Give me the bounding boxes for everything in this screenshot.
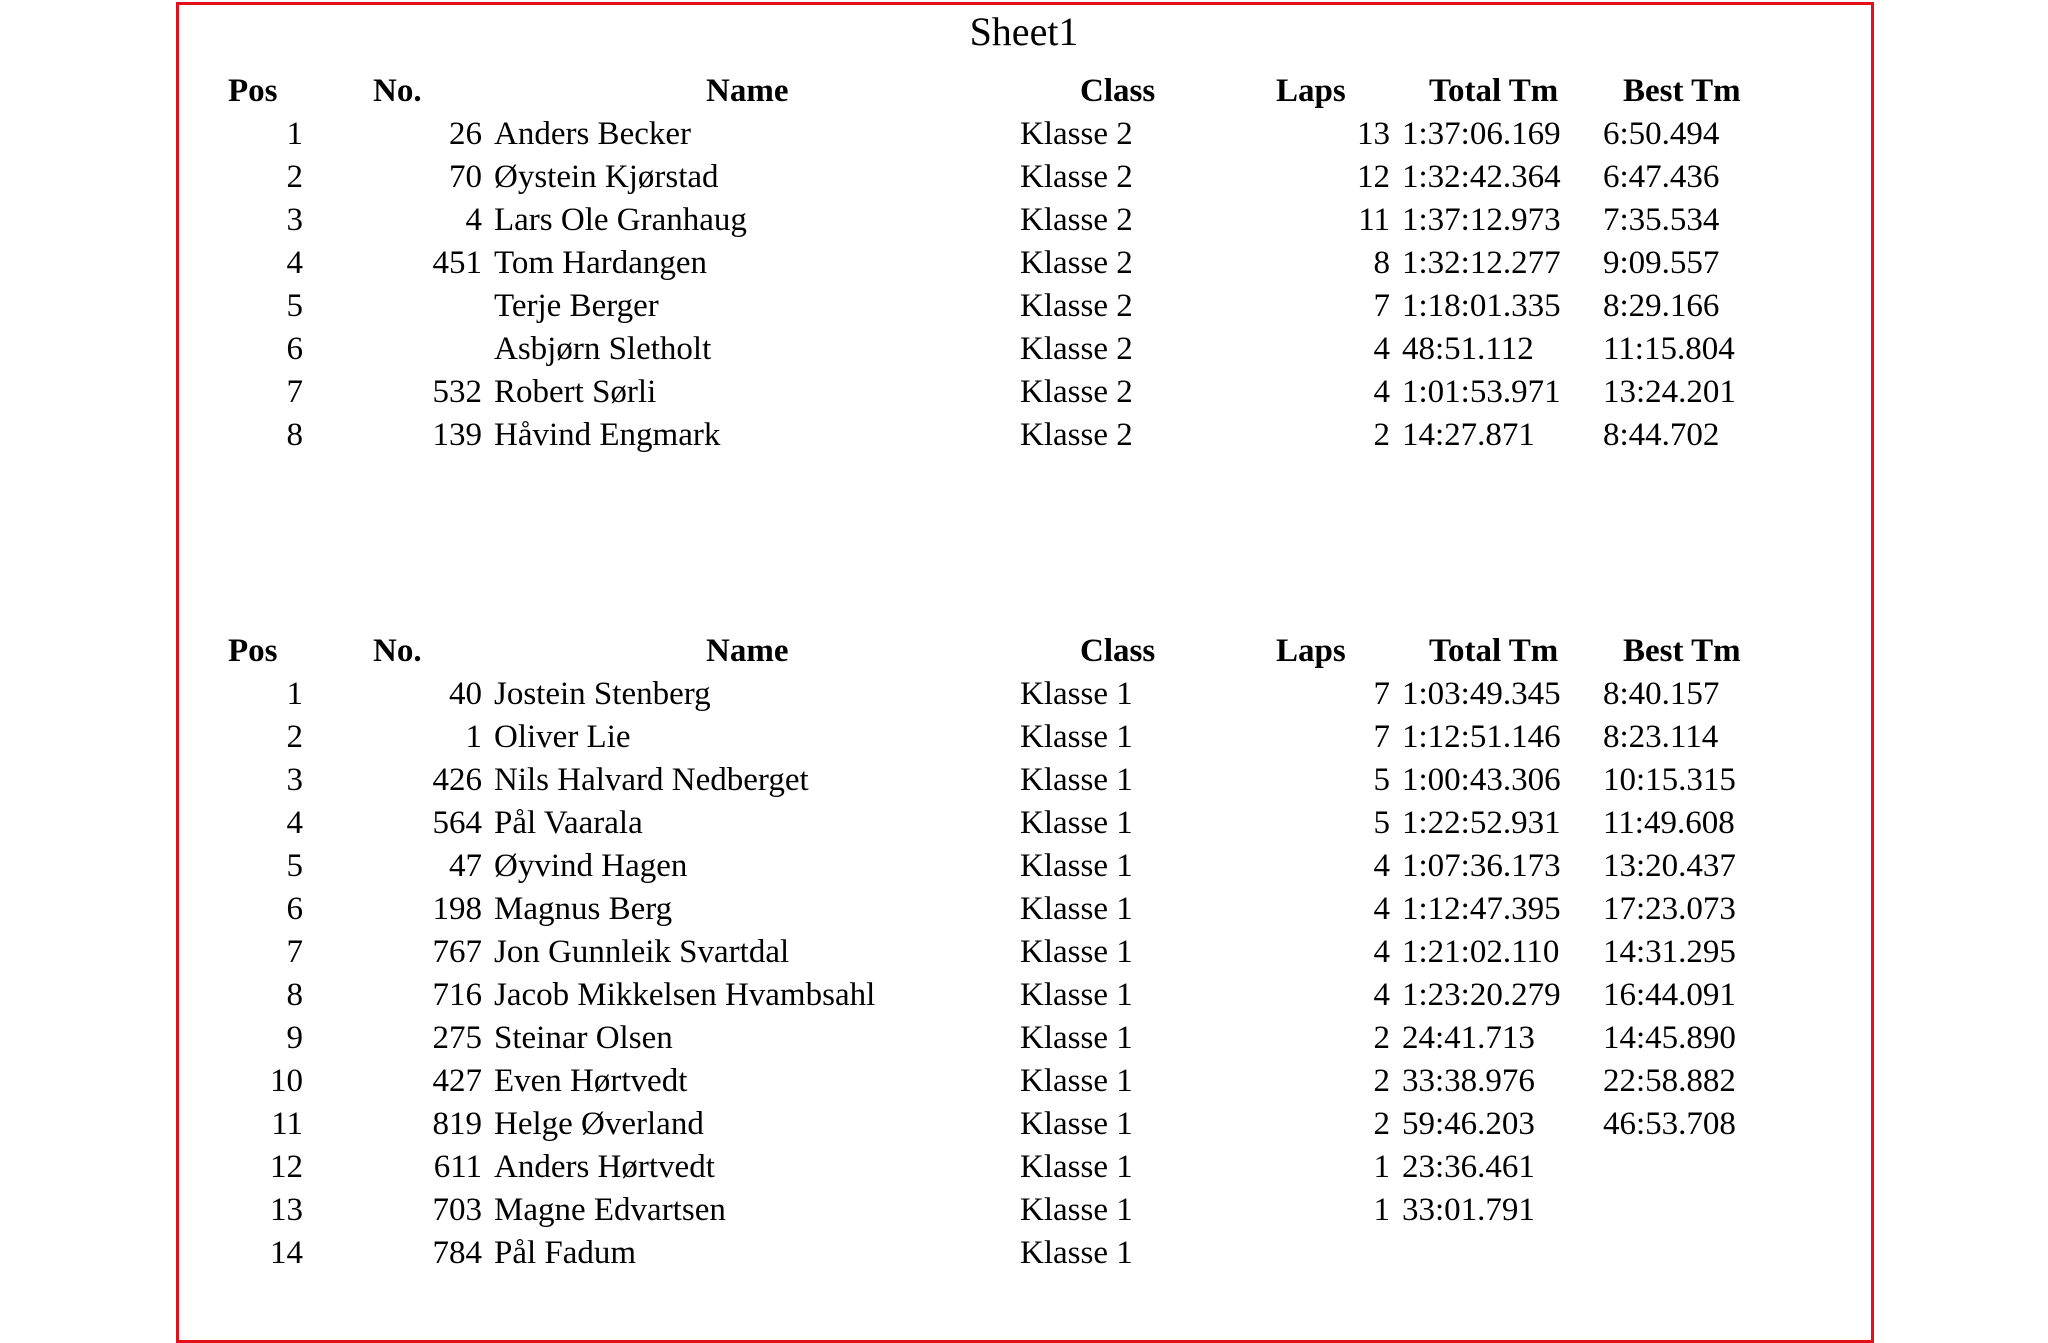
table-header-row (0, 630, 2048, 673)
cell-no: 4 (465, 202, 482, 238)
header-laps: Laps (1276, 73, 1346, 109)
cell-no: 426 (432, 762, 482, 798)
table-row (0, 931, 2048, 974)
table-row (0, 1232, 2048, 1275)
cell-pos: 11 (271, 1106, 303, 1142)
cell-class: Klasse 1 (1020, 891, 1133, 927)
header-pos: Pos (228, 73, 278, 109)
cell-no: 26 (449, 116, 482, 152)
cell-best-tm: 6:50.494 (1603, 116, 1720, 152)
cell-laps: 2 (1373, 1020, 1390, 1056)
cell-no: 564 (432, 805, 482, 841)
cell-name: Asbjørn Sletholt (494, 331, 712, 367)
table-row (0, 673, 2048, 716)
cell-laps: 1 (1373, 1149, 1390, 1185)
cell-total-tm: 1:23:20.279 (1402, 977, 1561, 1013)
cell-name: Magne Edvartsen (494, 1192, 726, 1228)
cell-class: Klasse 2 (1020, 331, 1133, 367)
cell-no: 784 (432, 1235, 482, 1271)
cell-no: 819 (432, 1106, 482, 1142)
table-row (0, 371, 2048, 414)
header-name: Name (706, 633, 789, 669)
cell-total-tm: 1:22:52.931 (1402, 805, 1561, 841)
cell-best-tm: 11:15.804 (1603, 331, 1735, 367)
cell-total-tm: 1:07:36.173 (1402, 848, 1561, 884)
cell-best-tm: 14:31.295 (1603, 934, 1736, 970)
cell-name: Oliver Lie (494, 719, 631, 755)
cell-no: 70 (449, 159, 482, 195)
cell-pos: 3 (286, 762, 303, 798)
cell-class: Klasse 1 (1020, 1020, 1133, 1056)
cell-class: Klasse 1 (1020, 977, 1133, 1013)
cell-pos: 5 (286, 288, 303, 324)
cell-class: Klasse 1 (1020, 676, 1133, 712)
cell-class: Klasse 1 (1020, 1106, 1133, 1142)
header-best-tm: Best Tm (1623, 73, 1741, 109)
cell-name: Øystein Kjørstad (494, 159, 719, 195)
cell-no: 716 (432, 977, 482, 1013)
header-name: Name (706, 73, 789, 109)
cell-pos: 7 (286, 934, 303, 970)
cell-no: 427 (432, 1063, 482, 1099)
cell-pos: 4 (286, 805, 303, 841)
cell-total-tm: 1:21:02.110 (1402, 934, 1560, 970)
cell-pos: 8 (286, 417, 303, 453)
cell-class: Klasse 2 (1020, 417, 1133, 453)
cell-class: Klasse 2 (1020, 374, 1133, 410)
cell-no: 275 (432, 1020, 482, 1056)
cell-best-tm: 16:44.091 (1603, 977, 1736, 1013)
cell-pos: 8 (286, 977, 303, 1013)
cell-name: Steinar Olsen (494, 1020, 673, 1056)
cell-pos: 10 (270, 1063, 303, 1099)
cell-best-tm: 46:53.708 (1603, 1106, 1736, 1142)
cell-pos: 1 (286, 116, 303, 152)
cell-name: Pål Vaarala (494, 805, 643, 841)
cell-best-tm: 17:23.073 (1603, 891, 1736, 927)
cell-pos: 2 (286, 159, 303, 195)
cell-name: Helge Øverland (494, 1106, 704, 1142)
cell-laps: 4 (1373, 331, 1390, 367)
header-no: No. (373, 633, 422, 669)
cell-laps: 7 (1373, 719, 1390, 755)
table-row (0, 845, 2048, 888)
cell-no: 198 (432, 891, 482, 927)
cell-pos: 3 (286, 202, 303, 238)
header-total-tm: Total Tm (1429, 633, 1559, 669)
cell-best-tm: 6:47.436 (1603, 159, 1720, 195)
cell-name: Magnus Berg (494, 891, 673, 927)
cell-best-tm: 9:09.557 (1603, 245, 1720, 281)
results-table-klasse-2 (0, 70, 2048, 457)
cell-pos: 12 (270, 1149, 303, 1185)
cell-class: Klasse 1 (1020, 805, 1133, 841)
cell-no: 532 (432, 374, 482, 410)
table-row (0, 802, 2048, 845)
cell-name: Pål Fadum (494, 1235, 637, 1271)
header-class: Class (1080, 73, 1156, 109)
cell-class: Klasse 2 (1020, 116, 1133, 152)
cell-laps: 13 (1357, 116, 1390, 152)
table-header-row (0, 70, 2048, 113)
results-table-klasse-1 (0, 630, 2048, 1275)
cell-laps: 1 (1373, 1192, 1390, 1228)
table-row (0, 199, 2048, 242)
cell-no: 47 (449, 848, 482, 884)
cell-pos: 1 (286, 676, 303, 712)
cell-class: Klasse 1 (1020, 1192, 1133, 1228)
cell-class: Klasse 2 (1020, 288, 1133, 324)
cell-laps: 2 (1373, 1106, 1390, 1142)
header-pos: Pos (228, 633, 278, 669)
cell-name: Jostein Stenberg (494, 676, 711, 712)
cell-total-tm: 1:12:51.146 (1402, 719, 1561, 755)
table-row (0, 242, 2048, 285)
table-row (0, 113, 2048, 156)
cell-laps: 4 (1373, 891, 1390, 927)
cell-name: Terje Berger (494, 288, 659, 324)
cell-no: 1 (465, 719, 482, 755)
cell-total-tm: 14:27.871 (1402, 417, 1535, 453)
cell-pos: 2 (286, 719, 303, 755)
table-row (0, 285, 2048, 328)
cell-pos: 7 (286, 374, 303, 410)
table-row (0, 759, 2048, 802)
cell-laps: 4 (1373, 374, 1390, 410)
cell-pos: 5 (286, 848, 303, 884)
cell-pos: 9 (286, 1020, 303, 1056)
cell-pos: 6 (286, 331, 303, 367)
cell-total-tm: 48:51.112 (1402, 331, 1534, 367)
table-row (0, 1189, 2048, 1232)
cell-laps: 5 (1373, 805, 1390, 841)
cell-best-tm: 8:29.166 (1603, 288, 1720, 324)
cell-class: Klasse 1 (1020, 1235, 1133, 1271)
cell-total-tm: 1:37:06.169 (1402, 116, 1561, 152)
cell-best-tm: 8:40.157 (1603, 676, 1720, 712)
cell-total-tm: 1:37:12.973 (1402, 202, 1561, 238)
table-body (0, 113, 2048, 457)
cell-class: Klasse 1 (1020, 1063, 1133, 1099)
cell-total-tm: 1:03:49.345 (1402, 676, 1561, 712)
cell-name: Lars Ole Granhaug (494, 202, 747, 238)
cell-name: Anders Hørtvedt (494, 1149, 715, 1185)
cell-best-tm: 8:44.702 (1603, 417, 1720, 453)
cell-class: Klasse 2 (1020, 202, 1133, 238)
cell-total-tm: 1:18:01.335 (1402, 288, 1561, 324)
cell-total-tm: 1:32:42.364 (1402, 159, 1561, 195)
cell-class: Klasse 1 (1020, 1149, 1133, 1185)
cell-no: 451 (432, 245, 482, 281)
table-row (0, 328, 2048, 371)
cell-laps: 2 (1373, 1063, 1390, 1099)
header-laps: Laps (1276, 633, 1346, 669)
sheet-title: Sheet1 (969, 9, 1079, 54)
cell-name: Anders Becker (494, 116, 692, 152)
cell-best-tm: 10:15.315 (1603, 762, 1736, 798)
cell-class: Klasse 1 (1020, 762, 1133, 798)
cell-class: Klasse 1 (1020, 848, 1133, 884)
cell-laps: 11 (1358, 202, 1390, 238)
cell-name: Nils Halvard Nedberget (494, 762, 809, 798)
table-row (0, 1017, 2048, 1060)
table-row (0, 414, 2048, 457)
cell-best-tm: 14:45.890 (1603, 1020, 1736, 1056)
table-body (0, 673, 2048, 1275)
cell-best-tm: 11:49.608 (1603, 805, 1735, 841)
cell-total-tm: 1:01:53.971 (1402, 374, 1561, 410)
cell-best-tm: 13:20.437 (1603, 848, 1736, 884)
cell-name: Håvind Engmark (494, 417, 721, 453)
table-row (0, 888, 2048, 931)
cell-no: 40 (449, 676, 482, 712)
cell-total-tm: 33:38.976 (1402, 1063, 1535, 1099)
cell-name: Jon Gunnleik Svartdal (494, 934, 790, 970)
cell-no: 703 (432, 1192, 482, 1228)
cell-no: 611 (433, 1149, 482, 1185)
cell-class: Klasse 1 (1020, 719, 1133, 755)
header-no: No. (373, 73, 422, 109)
cell-laps: 7 (1373, 288, 1390, 324)
cell-laps: 5 (1373, 762, 1390, 798)
cell-class: Klasse 1 (1020, 934, 1133, 970)
cell-name: Robert Sørli (494, 374, 657, 410)
cell-best-tm: 7:35.534 (1603, 202, 1720, 238)
cell-name: Jacob Mikkelsen Hvambsahl (494, 977, 876, 1013)
cell-laps: 2 (1373, 417, 1390, 453)
cell-laps: 7 (1373, 676, 1390, 712)
cell-name: Tom Hardangen (494, 245, 708, 281)
cell-class: Klasse 2 (1020, 159, 1133, 195)
cell-laps: 4 (1373, 977, 1390, 1013)
table-row (0, 1060, 2048, 1103)
cell-best-tm: 22:58.882 (1603, 1063, 1736, 1099)
cell-pos: 6 (286, 891, 303, 927)
cell-no: 767 (432, 934, 482, 970)
header-best-tm: Best Tm (1623, 633, 1741, 669)
cell-pos: 13 (270, 1192, 303, 1228)
cell-pos: 4 (286, 245, 303, 281)
cell-laps: 8 (1373, 245, 1390, 281)
cell-name: Øyvind Hagen (494, 848, 688, 884)
header-class: Class (1080, 633, 1156, 669)
cell-pos: 14 (270, 1235, 303, 1271)
cell-total-tm: 33:01.791 (1402, 1192, 1535, 1228)
cell-best-tm: 13:24.201 (1603, 374, 1736, 410)
cell-laps: 12 (1357, 159, 1390, 195)
cell-total-tm: 1:32:12.277 (1402, 245, 1561, 281)
cell-class: Klasse 2 (1020, 245, 1133, 281)
cell-total-tm: 1:12:47.395 (1402, 891, 1561, 927)
cell-laps: 4 (1373, 848, 1390, 884)
cell-total-tm: 23:36.461 (1402, 1149, 1535, 1185)
table-row (0, 1103, 2048, 1146)
table-row (0, 1146, 2048, 1189)
header-total-tm: Total Tm (1429, 73, 1559, 109)
table-row (0, 974, 2048, 1017)
table-row (0, 716, 2048, 759)
cell-laps: 4 (1373, 934, 1390, 970)
cell-total-tm: 59:46.203 (1402, 1106, 1535, 1142)
cell-best-tm: 8:23.114 (1603, 719, 1719, 755)
table-row (0, 156, 2048, 199)
cell-total-tm: 24:41.713 (1402, 1020, 1535, 1056)
cell-name: Even Hørtvedt (494, 1063, 688, 1099)
cell-no: 139 (432, 417, 482, 453)
cell-total-tm: 1:00:43.306 (1402, 762, 1561, 798)
